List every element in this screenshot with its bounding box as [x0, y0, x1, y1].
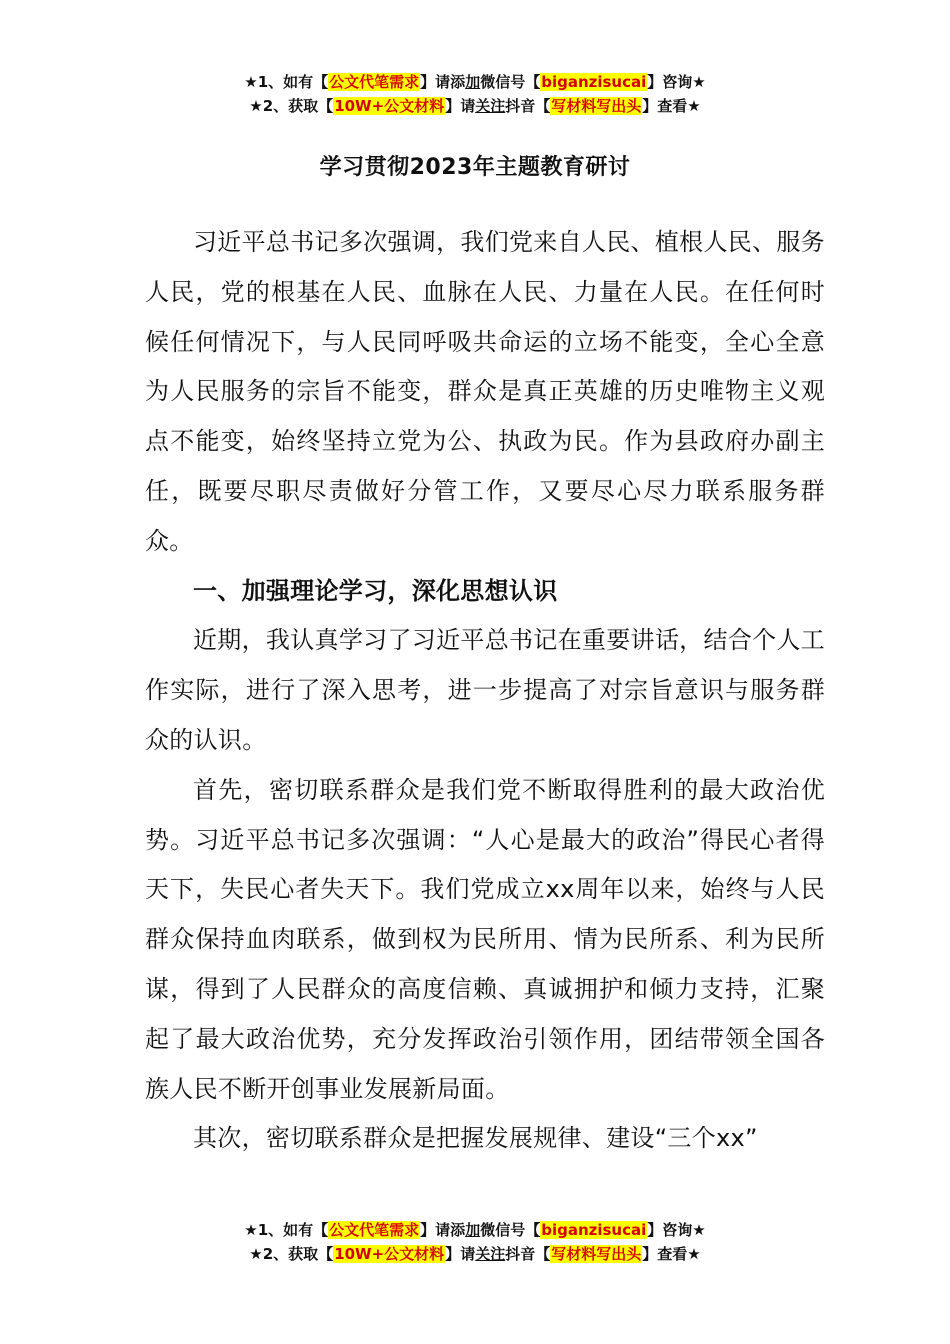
banner-highlight: 10W+公文材料: [334, 1245, 445, 1263]
banner-underline: 加: [465, 1221, 481, 1239]
banner-text: 】查看★: [642, 97, 701, 115]
banner-text: ★1、如有【: [244, 73, 329, 91]
banner-underline: 关注: [475, 97, 506, 115]
document-body: [145, 218, 825, 1164]
document-title: 学习贯彻2023年主题教育研讨: [319, 155, 631, 180]
banner-text: 微信号【: [480, 1221, 541, 1239]
banner-highlight: 10W+公文材料: [334, 97, 445, 115]
paragraph-second: 其次，密切联系群众是把握发展规律、建设“三个xx”: [193, 1124, 758, 1153]
header-banner: [0, 70, 950, 118]
banner-text: 】咨询★: [647, 1221, 706, 1239]
banner-highlight: 写材料写出头: [551, 1245, 642, 1263]
banner-highlight: biganzisucai: [541, 1221, 647, 1239]
banner-line-1: [0, 70, 950, 94]
banner-text: ★2、获取【: [249, 97, 334, 115]
footer-banner: [0, 1218, 950, 1266]
banner-line-1: [0, 1218, 950, 1242]
banner-highlight: biganzisucai: [541, 73, 647, 91]
banner-text: 】查看★: [642, 1245, 701, 1263]
banner-text: ★1、如有【: [244, 1221, 329, 1239]
paragraph-first: 首先，密切联系群众是我们党不断取得胜利的最大政治优势。习近平总书记多次强调：“人心是最大的政治”得民心者得天下，失民心者失天下。我们党成立xx周年以来，始终与人民群众保持血肉联系，做到权为民所用、情为民所系、利为民所谋，得到了人民群众的高度信赖、真诚拥护和倾力支持，汇聚起了最大政治优势，充分发挥政治引领作用，团结带领全国各族人民不断开创事业发展新局面。: [145, 775, 825, 1103]
banner-text: 】请添: [420, 1221, 466, 1239]
banner-line-2: [0, 94, 950, 118]
banner-text: 抖音【: [505, 1245, 551, 1263]
banner-line-2: [0, 1242, 950, 1266]
banner-text: 抖音【: [505, 97, 551, 115]
banner-highlight: 公文代笔需求: [329, 73, 420, 91]
banner-text: 微信号【: [480, 73, 541, 91]
banner-text: 】请: [445, 1245, 476, 1263]
banner-text: 】咨询★: [647, 73, 706, 91]
banner-text: 】请: [445, 97, 476, 115]
banner-underline: 关注: [475, 1245, 506, 1263]
banner-text: 】请添: [420, 73, 466, 91]
banner-text: ★2、获取【: [249, 1245, 334, 1263]
banner-highlight: 写材料写出头: [551, 97, 642, 115]
paragraph-study: 近期，我认真学习了习近平总书记在重要讲话，结合个人工作实际，进行了深入思考，进一步提高了对宗旨意识与服务群众的认识。: [145, 626, 825, 754]
banner-underline: 加: [465, 73, 481, 91]
paragraph-intro: 习近平总书记多次强调，我们党来自人民、植根人民、服务人民，党的根基在人民、血脉在人民、力量在人民。在任何时候任何情况下，与人民同呼吸共命运的立场不能变，全心全意为人民服务的宗旨不能变，群众是真正英雄的历史唯物主义观点不能变，始终坚持立党为公、执政为民。作为县政府办副主任，既要尽职尽责做好分管工作，又要尽心尽力联系服务群众。: [145, 228, 825, 555]
banner-highlight: 公文代笔需求: [329, 1221, 420, 1239]
section-heading-1: 一、加强理论学习，深化思想认识: [193, 576, 558, 605]
